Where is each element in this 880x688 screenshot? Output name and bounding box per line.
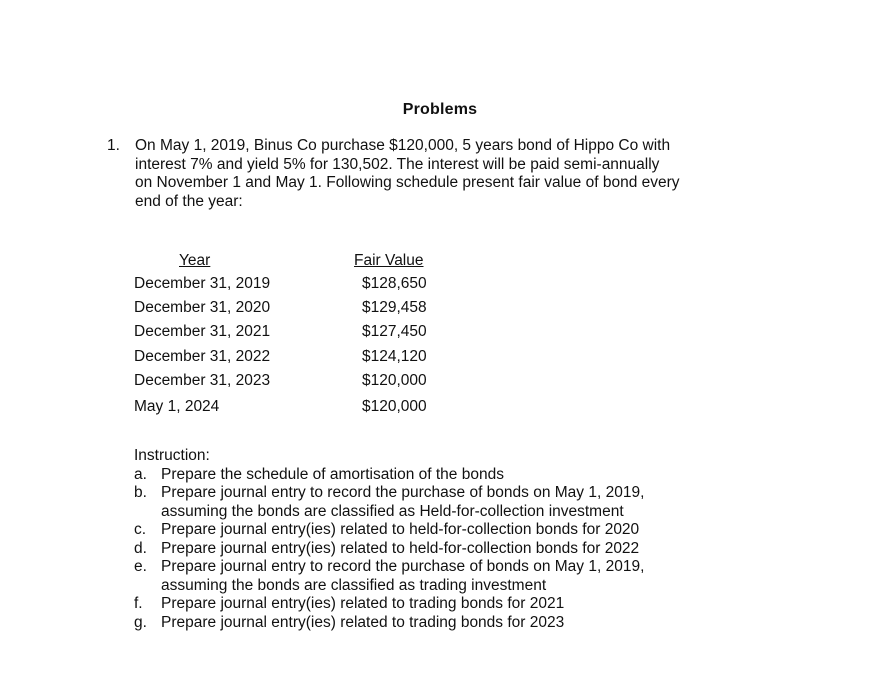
item-text: Prepare journal entry(ies) related to trading bonds for 2023 [161, 613, 565, 631]
cell-year: December 31, 2019 [134, 275, 271, 292]
cell-fair-value: $127,450 [362, 323, 427, 340]
cell-fair-value: $128,650 [362, 275, 427, 292]
item-text: Prepare journal entry(ies) related to held-for-collection bonds for 2020 [161, 521, 640, 538]
problem-number: 1. [107, 137, 120, 154]
cell-year: December 31, 2022 [134, 348, 271, 365]
header-fair-value: Fair Value [354, 252, 424, 269]
cell-year: December 31, 2023 [134, 372, 271, 389]
item-text: Prepare journal entry(ies) related to held-for-collection bonds for 2022 [161, 539, 640, 557]
item-text: Prepare journal entry(ies) related to trading bonds for 2021 [161, 595, 565, 612]
item-letter: f. [134, 595, 143, 612]
page-title: Problems [402, 101, 478, 118]
instruction-section [134, 447, 644, 632]
item-text: assuming the bonds are classified as Held-for-collection investment [161, 502, 624, 520]
instruction-item-a [134, 466, 644, 485]
problem-line: On May 1, 2019, Binus Co purchase $120,000, 5 years bond of Hippo Co with [135, 137, 671, 154]
header-year: Year [179, 252, 211, 269]
problem-line: end of the year: [135, 192, 243, 210]
item-letter: g. [134, 613, 147, 631]
problem-text [135, 137, 780, 211]
item-letter: b. [134, 484, 147, 501]
cell-fair-value: $120,000 [362, 372, 427, 389]
cell-year: December 31, 2020 [134, 299, 271, 316]
instruction-item-g [134, 614, 644, 633]
problem-line: interest 7% and yield 5% for 130,502. The interest will be paid semi-annually [135, 155, 660, 173]
instruction-item-e [134, 558, 644, 595]
item-text: Prepare journal entry to record the purchase of bonds on May 1, 2019, [161, 558, 645, 575]
item-letter: c. [134, 521, 147, 538]
cell-fair-value: $129,458 [362, 299, 427, 316]
instruction-item-c [134, 521, 644, 540]
item-letter: e. [134, 558, 147, 575]
item-text: assuming the bonds are classified as trading investment [161, 576, 547, 594]
cell-fair-value: $120,000 [362, 398, 427, 415]
instruction-item-f [134, 595, 644, 614]
cell-year: December 31, 2021 [134, 323, 271, 340]
cell-fair-value: $124,120 [362, 348, 427, 365]
instruction-item-d [134, 540, 644, 559]
item-letter: a. [134, 465, 147, 483]
item-text: Prepare journal entry to record the purchase of bonds on May 1, 2019, [161, 484, 645, 501]
item-text: Prepare the schedule of amortisation of the bonds [161, 465, 504, 483]
problem-line: on November 1 and May 1. Following schedule present fair value of bond every [135, 174, 680, 191]
instruction-item-b [134, 484, 644, 521]
item-letter: d. [134, 539, 147, 557]
cell-year: May 1, 2024 [134, 398, 220, 415]
instruction-label: Instruction: [134, 447, 210, 464]
